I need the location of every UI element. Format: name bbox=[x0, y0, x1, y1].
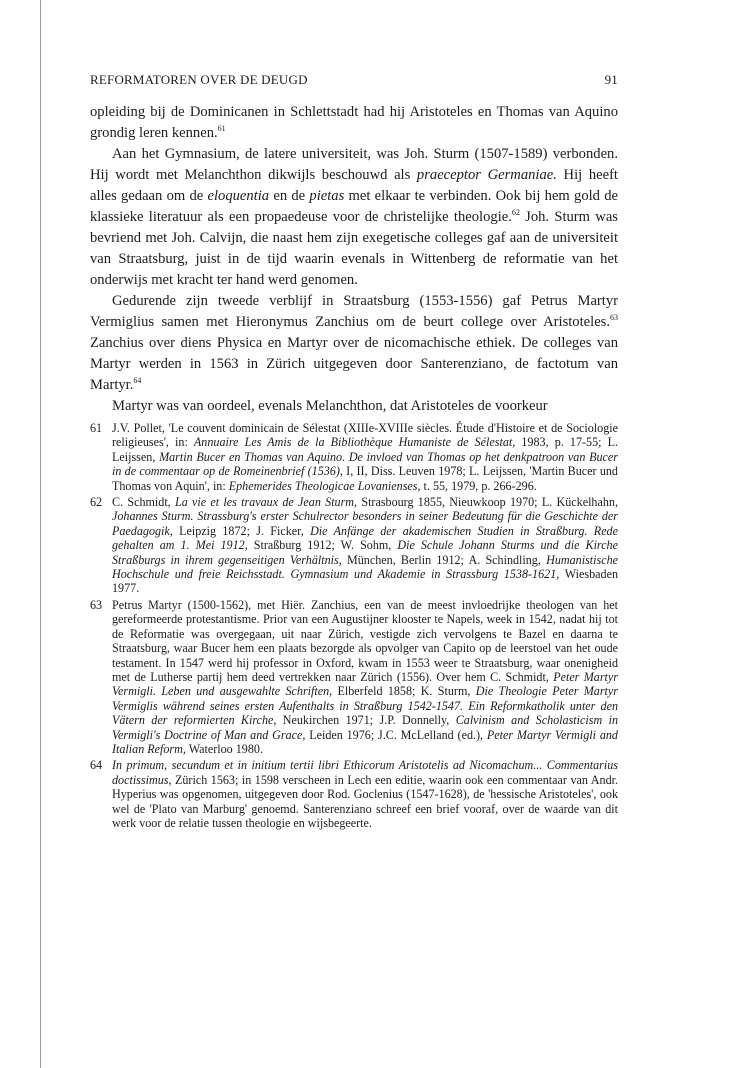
body-text bbox=[90, 102, 618, 417]
paragraph: Martyr was van oordeel, evenals Melanchthon, dat Aristoteles de voorkeur bbox=[112, 398, 548, 414]
footnote-63 bbox=[90, 598, 618, 756]
running-head-title: REFORMATOREN OVER DE DEUGD bbox=[90, 72, 308, 87]
footnote-number: 61 bbox=[90, 421, 103, 435]
footnote-62 bbox=[90, 495, 618, 596]
footnote-text: In primum, secundum et in initium tertii libri Ethicorum Aristotelis ad Nicomachum... Commentarius doctissimus, Zürich 1563; in 1598 verscheen in Lech een editie, waarin ook een commentaar van Andr. Hyperius was opgenomen, uitgegeven door Rod. Goclenius (1547-1628), de 'hessische Aristoteles', ook wel de 'Plato van Marburg' genoemd. Santerenziano schreef een brief vooraf, over de waarde van dit werk voor de relatie tussen theologie en wijsbegeerte. bbox=[112, 758, 618, 830]
page-number: 91 bbox=[604, 72, 618, 87]
footnotes bbox=[90, 421, 618, 830]
footnote-ref[interactable]: 64 bbox=[133, 376, 142, 386]
paragraph: opleiding bij de Dominicanen in Schlettstadt had hij Aristoteles en Thomas van Aquino grondig leren kennen.$^{61}$ bbox=[90, 104, 618, 141]
footnote-number: 62 bbox=[90, 495, 103, 510]
footnote-ref[interactable]: 63 bbox=[610, 313, 618, 323]
paragraph: Gedurende zijn tweede verblijf in Straatsburg (1553-1556) gaf Petrus Martyr Vermiglius samen met Hieronymus Zanchius om de beurt college over Aristoteles.$^{63}$ Zanchius over diens Physica en Martyr over de nicomachische ethiek. De colleges van Martyr werden in 1563 in Zürich uitgegeven door Santerenziano, de factotum van Martyr.$^{64}$ bbox=[90, 293, 618, 393]
running-head bbox=[90, 72, 618, 92]
page-binding-edge bbox=[40, 0, 41, 1068]
footnote-text: Petrus Martyr (1500-1562), met Hiër. Zanchius, een van de meest invloedrijke theologen van het gereformeerde protestantisme. Prior van een Augustijner klooster te Napels, week in 1542, nadat hij tot de Reformatie was overgegaan, uit naar Zürich, vestigde zich vervolgens te Bazel en daarna te Straatsburg, waar Bucer hem een plaats bezorgde als opvolger van Capito op de leerstoel van het oude testament. In 1547 werd hij professor in Oxford, kwam in 1553 weer te Straatsburg, waar onenigheid met de Lutherse partij hem deed vertrekken naar Zürich (1556). Over hem C. Schmidt, Peter Martyr Vermigli. Leben und ausgewahlte Schriften, Elberfeld 1858; K. Sturm, Die Theologie Peter Martyr Vermiglis während seines ersten Aufenthalts in Straßburg 1542-1547. Ein Reformkatholik unter den Vätern der reformierten Kirche, Neukirchen 1971; J.P. Donnelly, Calvinism and Scholasticism in Vermigli's Doctrine of Man and Grace, Leiden 1976; J.C. McLelland (ed.), Peter Martyr Vermigli and Italian Reform, Waterloo 1980. bbox=[112, 597, 618, 756]
footnote-text: J.V. Pollet, 'Le couvent dominicain de Sélestat (XIIIe-XVIIIe siècles. Étude d'Histoire et de Sociologie religieuses', in: Annuaire Les Amis de la Bibliothèque Humaniste de Sélestat, 1983, p. 17-55; L. Leijssen, Martin Bucer en Thomas van Aquino. De invloed van Thomas op het denkpatroon van Bucer in de commentaar op de Romeinenbrief (1536), I, II, Diss. Leuven 1978; L. Leijssen, 'Martin Bucer und Thomas von Aquin', in: Ephemerides Theologicae Lovanienses, t. 55, 1979, p. 266-296. bbox=[112, 421, 618, 493]
footnote-ref[interactable]: 62 bbox=[511, 208, 520, 218]
footnote-61 bbox=[90, 421, 618, 493]
footnote-text: C. Schmidt, La vie et les travaux de Jean Sturm, Strasbourg 1855, Nieuwkoop 1970; L. Kückelhahn, Johannes Sturm. Strassburg's erster Schulrector besonders in seiner Bedeutung für die Geschichte der Paedagogik, Leipzig 1872; J. Ficker, Die Anfänge der akademischen Studien in Straßburg. Rede gehalten am 1. Mei 1912, Straßburg 1912; W. Sohm, Die Schule Johann Sturms und die Kirche Straßburgs in ihrem gegenseitigen Verhältnis, München, Berlin 1912; A. Schindling, Humanistische Hochschule und freie Reichsstadt. Gymnasium und Akademie in Strassburg 1538-1621, Wiesbaden 1977. bbox=[112, 495, 618, 596]
footnote-64 bbox=[90, 758, 618, 830]
footnote-ref[interactable]: 61 bbox=[217, 124, 226, 134]
paragraph: Aan het Gymnasium, de latere universiteit, was Joh. Sturm (1507-1589) verbonden. Hij wordt met Melanchthon dikwijls beschouwd als praeceptor Germaniae. Hij heeft alles gedaan om de eloquentia en de pietas met elkaar te verbinden. Ook bij hem gold de klassieke literatuur als een propaedeuse voor de christelijke theologie.$^{62}$ Joh. Sturm was bevriend met Joh. Calvijn, die naast hem zijn exegetische colleges gaf aan de universiteit van Straatsburg, juist in de tijd waarin evenals in Wittenberg de reformatie van het onderwijs met kracht ter hand werd genomen. bbox=[90, 146, 618, 288]
footnote-number: 63 bbox=[90, 597, 103, 612]
footnote-number: 64 bbox=[90, 758, 103, 773]
book-page bbox=[90, 72, 618, 832]
